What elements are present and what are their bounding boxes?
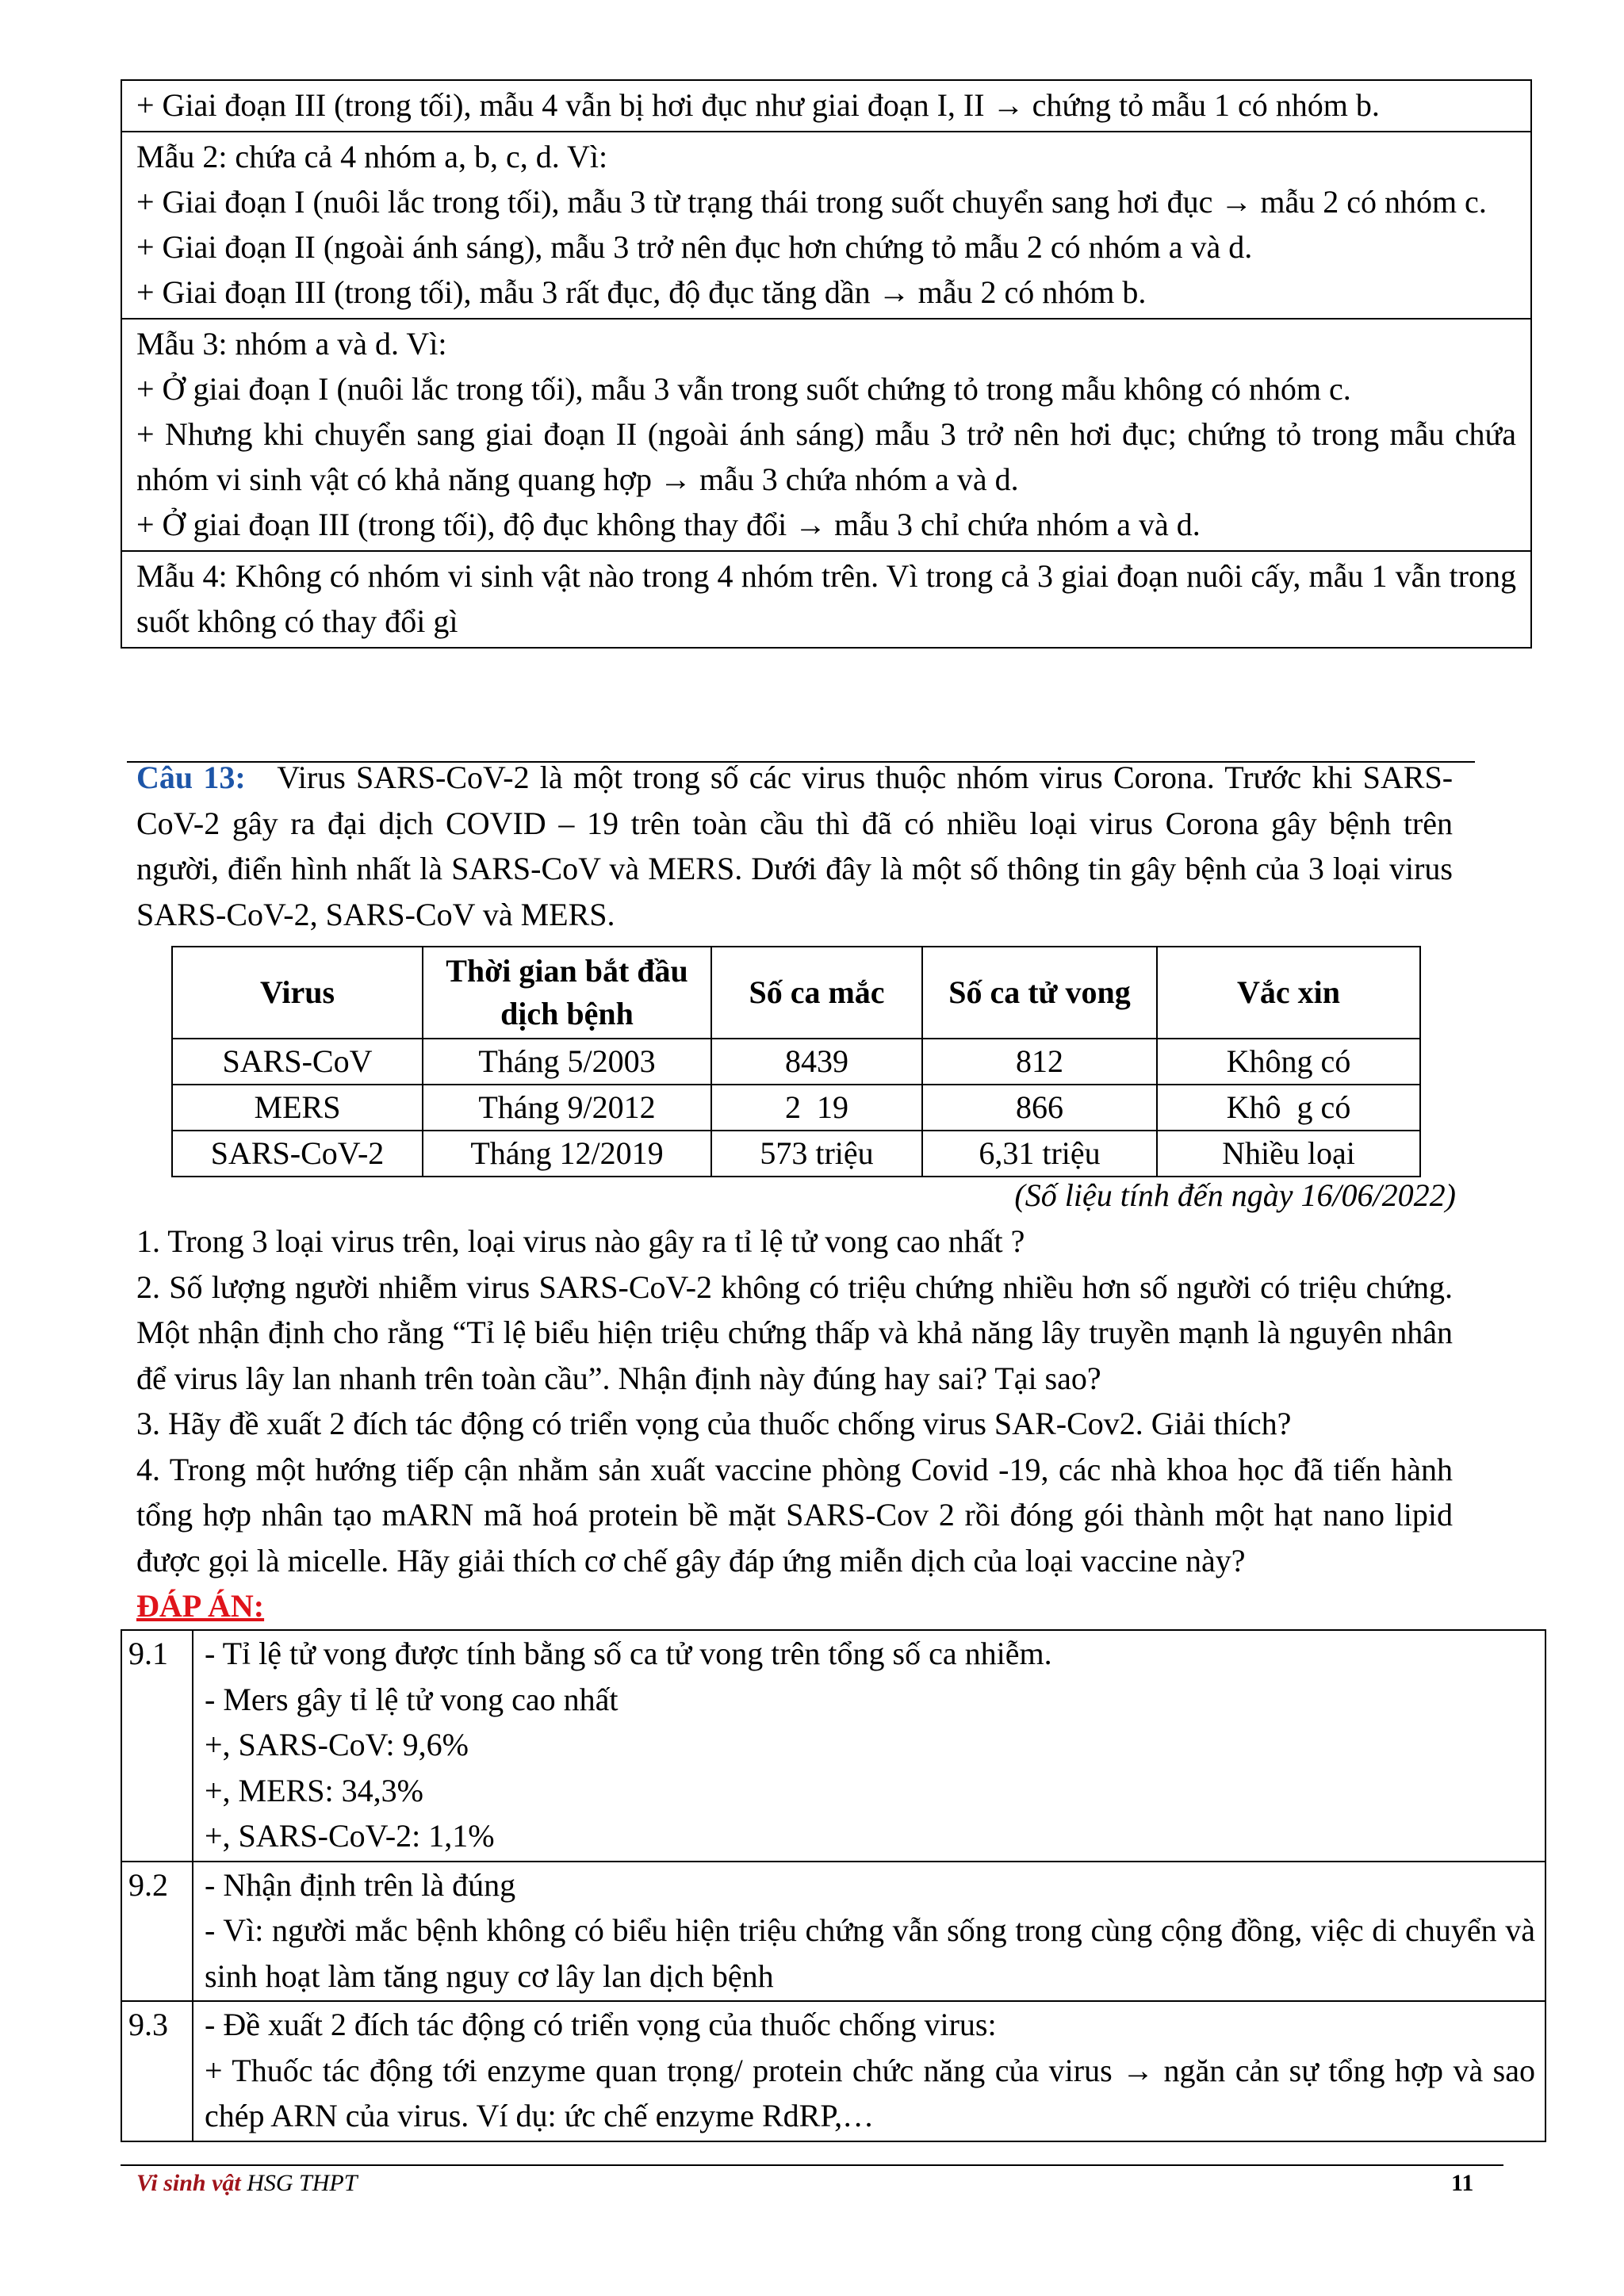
text-line: + Ở giai đoạn I (nuôi lắc trong tối), mẫu 3 vẫn trong suốt chứng tỏ trong mẫu không có nhóm c. <box>136 371 1351 407</box>
table-cell: Không có <box>1157 1039 1420 1085</box>
table-cell <box>121 551 1531 648</box>
text-line: + Giai đoạn I (nuôi lắc trong tối), mẫu 3 từ trạng thái trong suốt chuyển sang hơi đục → mẫu 2 có nhóm c. <box>136 184 1487 220</box>
text-line: Mẫu 4: Không có nhóm vi sinh vật nào trong 4 nhóm trên. Vì trong cả 3 giai đoạn nuôi cấy, mẫu 1 vẫn trong suốt không có thay đổi gì <box>136 558 1516 639</box>
table-cell <box>121 80 1531 132</box>
table-cell: 812 <box>922 1039 1157 1085</box>
text-line: +, MERS: 34,3% <box>205 1772 423 1808</box>
footer-level: HSG THPT <box>247 2170 358 2196</box>
footer-title <box>136 2168 357 2199</box>
sample-analysis-table <box>121 79 1532 649</box>
table-cell: Tháng 5/2003 <box>423 1039 711 1085</box>
page-number: 11 <box>1451 2170 1474 2196</box>
table-cell: 866 <box>922 1085 1157 1131</box>
text-line: +, SARS-CoV: 9,6% <box>205 1727 469 1762</box>
question-intro <box>136 755 1453 937</box>
text-line: + Giai đoạn III (trong tối), mẫu 4 vẫn bị hơi đục như giai đoạn I, II → chứng tỏ mẫu 1 có nhóm b. <box>136 87 1380 123</box>
table-row <box>121 1630 1545 1862</box>
text-line: - Nhận định trên là đúng <box>205 1866 516 1903</box>
column-header-cases: Số ca mắc <box>711 947 922 1039</box>
footer-subject: Vi sinh vật <box>136 2170 241 2196</box>
table-row <box>121 80 1531 132</box>
table-row <box>172 1085 1420 1131</box>
answer-number: 9.2 <box>121 1862 193 2002</box>
answer-table <box>121 1629 1546 2142</box>
answer-number: 9.1 <box>121 1630 193 1862</box>
table-cell: Khô g có <box>1157 1085 1420 1131</box>
question-item: 1. Trong 3 loại virus trên, loại virus nào gây ra tỉ lệ tử vong cao nhất ? <box>136 1223 1025 1259</box>
question-item: 4. Trong một hướng tiếp cận nhằm sản xuất vaccine phòng Covid -19, các nhà khoa học đã tiến hành tổng hợp nhân tạo mARN mã hoá protein bề mặt SARS-Cov 2 rồi đóng gói thành một hạt nano lipid được gọi là micelle. Hãy giải thích cơ chế gây đáp ứng miễn dịch của loại vaccine này? <box>136 1451 1453 1578</box>
text-line: - Tỉ lệ tử vong được tính bằng số ca tử vong trên tổng số ca nhiễm. <box>205 1636 1052 1671</box>
table-cell: MERS <box>172 1085 423 1131</box>
table-cell: 8439 <box>711 1039 922 1085</box>
table-cell <box>121 319 1531 551</box>
answer-number: 9.3 <box>121 2001 193 2141</box>
question-item: 3. Hãy đề xuất 2 đích tác động có triển vọng của thuốc chống virus SAR-Cov2. Giải thích? <box>136 1406 1292 1441</box>
virus-data-table <box>171 946 1421 1177</box>
answer-content <box>193 2001 1545 2141</box>
column-header-virus: Virus <box>172 947 423 1039</box>
table-header-row <box>172 947 1420 1039</box>
text-line: Mẫu 2: chứa cả 4 nhóm a, b, c, d. Vì: <box>136 139 608 174</box>
text-line: - Mers gây tỉ lệ tử vong cao nhất <box>205 1681 619 1717</box>
table-cell <box>121 132 1531 319</box>
table-row <box>172 1131 1420 1177</box>
text-line: +, SARS-CoV-2: 1,1% <box>205 1818 495 1854</box>
question-item: 2. Số lượng người nhiễm virus SARS-CoV-2 không có triệu chứng nhiều hơn số người có triệu chứng. Một nhận định cho rằng “Tỉ lệ biểu hiện triệu chứng thấp và khả năng lây truyền mạnh là nguyên nhân để virus lây lan nhanh trên toàn cầu”. Nhận định này đúng hay sai? Tại sao? <box>136 1269 1453 1396</box>
table-cell: SARS-CoV-2 <box>172 1131 423 1177</box>
text-line: - Đề xuất 2 đích tác động có triển vọng của thuốc chống virus: <box>205 2007 997 2042</box>
answer-content <box>193 1862 1545 2002</box>
text-line: Mẫu 3: nhóm a và d. Vì: <box>136 326 447 362</box>
question-intro-text: Virus SARS-CoV-2 là một trong số các virus thuộc nhóm virus Corona. Trước khi SARS-CoV-2 gây ra đại dịch COVID – 19 trên toàn cầu thì đã có nhiều loại virus Corona gây bệnh trên người, điển hình nhất là SARS-CoV và MERS. Dưới đây là một số thông tin gây bệnh của 3 loại virus SARS-CoV-2, SARS-CoV và MERS. <box>136 760 1454 932</box>
column-header-deaths: Số ca tử vong <box>922 947 1157 1039</box>
table-cell: Tháng 9/2012 <box>423 1085 711 1131</box>
column-header-start-time: Thời gian bắt đầu dịch bệnh <box>423 947 711 1039</box>
table-cell: 2 19 <box>711 1085 922 1131</box>
column-header-vaccine: Vắc xin <box>1157 947 1420 1039</box>
table-cell: 6,31 triệu <box>922 1131 1157 1177</box>
text-line: + Ở giai đoạn III (trong tối), độ đục không thay đổi → mẫu 3 chỉ chứa nhóm a và d. <box>136 507 1201 542</box>
question-list <box>136 1219 1453 1583</box>
text-line: + Thuốc tác động tới enzyme quan trọng/ protein chức năng của virus → ngăn cản sự tổng hợp và sao chép ARN của virus. Ví dụ: ức chế enzyme RdRP,… <box>205 2052 1535 2133</box>
table-row <box>121 1862 1545 2002</box>
table-row <box>172 1039 1420 1085</box>
table-row <box>121 2001 1545 2141</box>
table-row <box>121 319 1531 551</box>
answer-heading: ĐÁP ÁN: <box>136 1588 265 1624</box>
text-line: - Vì: người mắc bệnh không có biểu hiện triệu chứng vẫn sống trong cùng cộng đồng, việc di chuyển và sinh hoạt làm tăng nguy cơ lây lan dịch bệnh <box>205 1912 1535 1994</box>
question-label: Câu 13: <box>136 760 246 795</box>
footer-divider <box>121 2164 1503 2166</box>
answer-content <box>193 1630 1545 1862</box>
text-line: + Giai đoạn II (ngoài ánh sáng), mẫu 3 trở nên đục hơn chứng tỏ mẫu 2 có nhóm a và d. <box>136 229 1253 265</box>
table-cell: Nhiều loại <box>1157 1131 1420 1177</box>
table-cell: Tháng 12/2019 <box>423 1131 711 1177</box>
table-cell: 573 triệu <box>711 1131 922 1177</box>
text-line: + Giai đoạn III (trong tối), mẫu 3 rất đục, độ đục tăng dần → mẫu 2 có nhóm b. <box>136 274 1147 310</box>
table-cell: SARS-CoV <box>172 1039 423 1085</box>
table-row <box>121 551 1531 648</box>
text-line: + Nhưng khi chuyển sang giai đoạn II (ngoài ánh sáng) mẫu 3 trở nên hơi đục; chứng tỏ trong mẫu chứa nhóm vi sinh vật có khả năng quang hợp → mẫu 3 chứa nhóm a và d. <box>136 416 1516 497</box>
source-note: (Số liệu tính đến ngày 16/06/2022) <box>1014 1177 1456 1213</box>
table-row <box>121 132 1531 319</box>
